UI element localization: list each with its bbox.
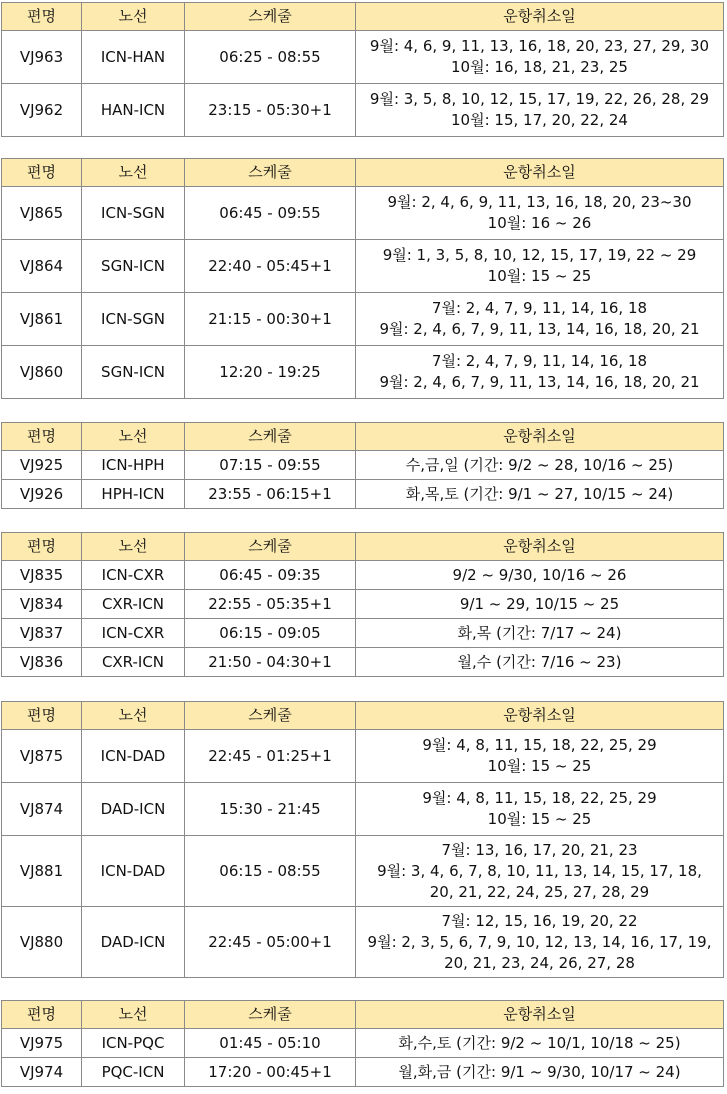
flight-number: VJ962 [2,84,82,137]
cancel-dates-line: 화,목 (기간: 7/17 ~ 24) [457,623,622,642]
table-row [2,730,724,783]
flight-number: VJ835 [2,561,82,590]
flight-number: VJ834 [2,590,82,619]
flight-number: VJ963 [2,31,82,84]
cancel-dates-line: 월,화,금 (기간: 9/1 ~ 9/30, 10/17 ~ 24) [398,1062,681,1081]
route: DAD-ICN [82,907,185,978]
cancel-dates-line: 화,수,토 (기간: 9/2 ~ 10/1, 10/18 ~ 25) [398,1033,681,1052]
route: ICN-SGN [82,187,185,240]
table-row [2,480,724,509]
schedule: 22:45 - 01:25+1 [185,730,356,783]
table-header-row [2,533,724,561]
cancel-dates [356,451,724,480]
header-route: 노선 [82,1001,185,1029]
header-cancel-dates: 운항취소일 [356,702,724,730]
cancel-dates [356,648,724,677]
flight-number: VJ880 [2,907,82,978]
header-schedule: 스케줄 [185,423,356,451]
route: CXR-ICN [82,648,185,677]
cancel-dates-line: 10월: 15 ~ 25 [487,757,592,775]
route: HPH-ICN [82,480,185,509]
table-header-row [2,1001,724,1029]
header-schedule: 스케줄 [185,3,356,31]
route: DAD-ICN [82,783,185,836]
cancel-dates [356,187,724,240]
table-row [2,346,724,399]
route: HAN-ICN [82,84,185,137]
route: ICN-HPH [82,451,185,480]
cancel-dates [356,836,724,907]
schedule: 21:15 - 00:30+1 [185,293,356,346]
cancel-dates-line: 9월: 2, 4, 6, 9, 11, 13, 16, 18, 20, 23~30 [387,193,692,211]
cancel-dates-line: 수,금,일 (기간: 9/2 ~ 28, 10/16 ~ 25) [405,455,674,474]
route: CXR-ICN [82,590,185,619]
header-flight: 편명 [2,533,82,561]
table-row [2,31,724,84]
schedule: 06:25 - 08:55 [185,31,356,84]
cancel-dates-line: 10월: 15 ~ 25 [487,810,592,828]
table-row [2,907,724,978]
route: SGN-ICN [82,240,185,293]
cancel-dates [356,1058,724,1087]
table-header-row [2,423,724,451]
route: ICN-HAN [82,31,185,84]
route: ICN-DAD [82,730,185,783]
table-row [2,451,724,480]
cancel-dates-line: 9월: 4, 8, 11, 15, 18, 22, 25, 29 [422,789,657,807]
cancel-dates-line: 7월: 12, 15, 16, 19, 20, 22 [441,911,638,930]
cancel-dates-line: 7월: 2, 4, 7, 9, 11, 14, 16, 18 [431,299,648,317]
schedule: 06:45 - 09:55 [185,187,356,240]
cancel-dates-line: 9월: 2, 4, 6, 7, 9, 11, 13, 14, 16, 18, 20, 21 [379,320,700,338]
flight-number: VJ875 [2,730,82,783]
cancel-dates-line: 9월: 3, 5, 8, 10, 12, 15, 17, 19, 22, 26, 28, 29 [369,90,710,108]
header-route: 노선 [82,159,185,187]
cancel-dates-line: 월,수 (기간: 7/16 ~ 23) [457,652,622,671]
flight-number: VJ881 [2,836,82,907]
cancel-dates [356,619,724,648]
header-flight: 편명 [2,159,82,187]
schedule: 23:55 - 06:15+1 [185,480,356,509]
flight-table [1,158,724,399]
flight-number: VJ865 [2,187,82,240]
cancel-dates [356,293,724,346]
header-flight: 편명 [2,702,82,730]
cancel-dates [356,240,724,293]
header-cancel-dates: 운항취소일 [356,3,724,31]
cancel-dates-line: 9/2 ~ 9/30, 10/16 ~ 26 [452,565,627,584]
table-row [2,590,724,619]
schedule: 22:40 - 05:45+1 [185,240,356,293]
table-row [2,84,724,137]
flight-number: VJ836 [2,648,82,677]
flight-number: VJ837 [2,619,82,648]
cancel-dates-line: 화,목,토 (기간: 9/1 ~ 27, 10/15 ~ 24) [405,484,674,503]
header-flight: 편명 [2,423,82,451]
header-route: 노선 [82,702,185,730]
flight-table [1,701,724,978]
header-flight: 편명 [2,3,82,31]
schedule: 22:55 - 05:35+1 [185,590,356,619]
cancel-dates-line: 10월: 15, 17, 20, 22, 24 [451,111,628,129]
table-row [2,1058,724,1087]
cancel-dates-line: 20, 21, 23, 24, 26, 27, 28 [444,953,635,972]
cancel-dates-line: 10월: 16, 18, 21, 23, 25 [451,58,628,76]
schedule: 06:15 - 09:05 [185,619,356,648]
route: ICN-DAD [82,836,185,907]
flight-number: VJ925 [2,451,82,480]
schedule: 07:15 - 09:55 [185,451,356,480]
cancel-dates-line: 9월: 2, 3, 5, 6, 7, 9, 10, 12, 13, 14, 16, 17, 19, [367,932,712,951]
schedule: 15:30 - 21:45 [185,783,356,836]
flight-number: VJ975 [2,1029,82,1058]
flight-table [1,422,724,509]
schedule: 21:50 - 04:30+1 [185,648,356,677]
cancel-dates-line: 7월: 2, 4, 7, 9, 11, 14, 16, 18 [431,352,648,370]
flight-number: VJ874 [2,783,82,836]
schedule: 01:45 - 05:10 [185,1029,356,1058]
flight-number: VJ926 [2,480,82,509]
schedule: 06:45 - 09:35 [185,561,356,590]
cancel-dates [356,907,724,978]
cancel-dates [356,590,724,619]
header-cancel-dates: 운항취소일 [356,159,724,187]
header-flight: 편명 [2,1001,82,1029]
route: PQC-ICN [82,1058,185,1087]
cancel-dates [356,783,724,836]
flight-table [1,1000,724,1087]
header-schedule: 스케줄 [185,533,356,561]
table-row [2,619,724,648]
table-header-row [2,3,724,31]
cancel-dates [356,730,724,783]
cancel-dates-line: 9월: 4, 8, 11, 15, 18, 22, 25, 29 [422,736,657,754]
cancel-dates-line: 9월: 2, 4, 6, 7, 9, 11, 13, 14, 16, 18, 20, 21 [379,373,700,391]
flight-number: VJ860 [2,346,82,399]
table-row [2,240,724,293]
header-cancel-dates: 운항취소일 [356,423,724,451]
route: ICN-PQC [82,1029,185,1058]
table-row [2,293,724,346]
table-row [2,187,724,240]
cancel-dates [356,1029,724,1058]
header-schedule: 스케줄 [185,159,356,187]
table-header-row [2,159,724,187]
route: SGN-ICN [82,346,185,399]
schedule: 06:15 - 08:55 [185,836,356,907]
header-cancel-dates: 운항취소일 [356,1001,724,1029]
table-row [2,836,724,907]
header-schedule: 스케줄 [185,1001,356,1029]
cancel-dates [356,346,724,399]
header-cancel-dates: 운항취소일 [356,533,724,561]
header-schedule: 스케줄 [185,702,356,730]
table-row [2,561,724,590]
cancel-dates [356,561,724,590]
flight-table [1,532,724,677]
cancel-dates-line: 9월: 1, 3, 5, 8, 10, 12, 15, 17, 19, 22 ~ 29 [382,246,697,264]
cancel-dates [356,31,724,84]
cancel-dates [356,480,724,509]
table-row [2,783,724,836]
flight-number: VJ864 [2,240,82,293]
cancel-dates-line: 20, 21, 22, 24, 25, 27, 28, 29 [429,882,650,901]
route: ICN-SGN [82,293,185,346]
schedule: 23:15 - 05:30+1 [185,84,356,137]
cancel-dates-line: 9/1 ~ 29, 10/15 ~ 25 [459,594,620,613]
flight-table [1,2,724,137]
table-row [2,648,724,677]
schedule: 17:20 - 00:45+1 [185,1058,356,1087]
schedule: 22:45 - 05:00+1 [185,907,356,978]
cancel-dates-line: 9월: 4, 6, 9, 11, 13, 16, 18, 20, 23, 27, 29, 30 [369,37,710,55]
cancel-dates-line: 7월: 13, 16, 17, 20, 21, 23 [441,840,638,859]
cancel-dates-line: 10월: 16 ~ 26 [487,214,592,232]
route: ICN-CXR [82,619,185,648]
route: ICN-CXR [82,561,185,590]
flight-number: VJ861 [2,293,82,346]
cancel-dates-line: 10월: 15 ~ 25 [487,267,592,285]
cancel-dates [356,84,724,137]
header-route: 노선 [82,423,185,451]
cancel-dates-line: 9월: 3, 4, 6, 7, 8, 10, 11, 13, 14, 15, 17, 18, [377,861,702,880]
table-header-row [2,702,724,730]
header-route: 노선 [82,3,185,31]
table-row [2,1029,724,1058]
header-route: 노선 [82,533,185,561]
schedule: 12:20 - 19:25 [185,346,356,399]
flight-number: VJ974 [2,1058,82,1087]
